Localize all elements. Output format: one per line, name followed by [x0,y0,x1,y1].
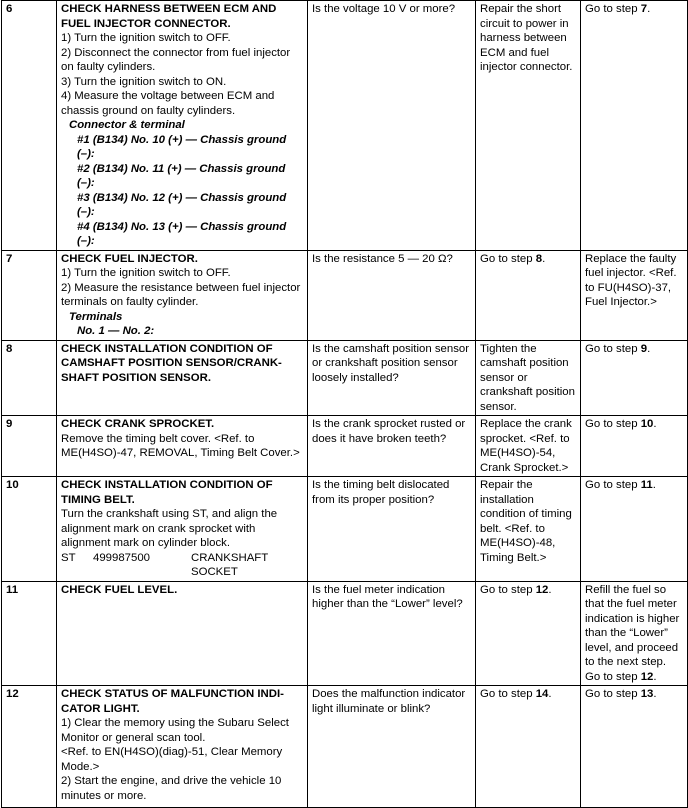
table-row [2,581,688,686]
yes-text: Go to step [480,583,536,596]
check-title: CAMSHAFT POSITION SENSOR/CRANK- [61,357,282,369]
yes-cell [476,250,581,340]
no-cell [581,1,688,251]
step-link: 13 [640,688,654,700]
check-cell [57,1,308,251]
step-number: 8 [2,340,57,416]
diagnostic-table [1,0,688,808]
check-instruction: 2) Measure the resistance between fuel injector terminals on faulty cylinder. [61,281,301,308]
step-number: 12 [2,686,57,808]
condition-cell: Does the malfunction indicator light illuminate or blink? [308,686,476,808]
no-cell [581,477,688,582]
table-row [2,1,688,251]
step-link: 8 [535,252,543,265]
yes-cell: Tighten the camshaft position sensor or crankshaft position sensor. [476,340,581,416]
check-title: SHAFT POSITION SENSOR. [61,371,211,384]
connector-terminal: #2 (B134) No. 11 (+) — Chassis ground (–): [77,162,286,189]
step-link: 9 [640,342,648,355]
check-cell [57,250,308,340]
connector-heading: Connector & terminal [69,119,185,131]
connector-terminal: #1 (B134) No. 10 (+) — Chassis ground (–): [77,133,287,160]
step-number: 11 [2,581,57,686]
condition-cell: Is the fuel meter indication higher than the “Lower” level? [308,581,476,686]
yes-suffix: . [548,583,552,596]
no-cell: Replace the faulty fuel injector. <Ref. to FU(H4SO)-37, Fuel Injector.> [581,250,688,340]
check-cell [57,581,308,686]
special-tool [61,551,304,580]
check-title: CHECK CRANK SPROCKET. [61,418,215,430]
check-title: TIMING BELT. [61,493,135,506]
check-instruction: 2) Start the engine, and drive the vehicle 10 minutes or more. [61,775,282,802]
condition-cell: Is the camshaft position sensor or crankshaft position sensor loosely installed? [308,340,476,416]
terminals-heading: Terminals [69,310,123,323]
check-title: CHECK INSTALLATION CONDITION OF [61,342,273,355]
check-title: CHECK STATUS OF MALFUNCTION INDI- [61,688,284,700]
check-cell [57,686,308,808]
check-title: CHECK FUEL INJECTOR. [61,252,198,265]
no-text: Go to step [585,688,641,700]
step-link: 11 [640,479,653,491]
step-link: 12 [640,670,654,683]
step-link: 12 [535,583,549,596]
no-suffix: . [653,418,657,430]
no-cell [581,686,688,808]
no-cell [581,581,688,686]
no-cell [581,340,688,416]
check-instruction: 1) Clear the memory using the Subaru Select Monitor or general scan tool. [61,717,289,744]
check-instruction: 2) Disconnect the connector from fuel injector on faulty cylinders. [61,46,291,73]
check-instruction: 4) Measure the voltage between ECM and chassis ground on faulty cylinders. [61,90,275,117]
table-row [2,416,688,477]
step-number: 10 [2,477,57,582]
yes-cell: Replace the crank sprocket. <Ref. to ME(H4SO)-54, Crank Sprocket.> [476,416,581,477]
yes-cell: Repair the short circuit to power in harness between ECM and fuel injector connector. [476,1,581,251]
check-instruction: Remove the timing belt cover. <Ref. to ME(H4SO)-47, REMOVAL, Timing Belt Cover.> [61,432,300,459]
check-title: FUEL INJECTOR CONNECTOR. [61,17,231,30]
no-text: Go to step [585,418,641,430]
connector-terminal: #4 (B134) No. 13 (+) — Chassis ground (–): [77,220,287,247]
connector-terminal: #3 (B134) No. 12 (+) — Chassis ground (–): [77,191,287,218]
no-text: Go to step [585,342,641,355]
step-number: 9 [2,416,57,477]
st-code: 499987500 [93,551,151,564]
check-instruction: 1) Turn the ignition switch to OFF. [61,267,231,279]
table-row [2,250,688,340]
no-cell [581,416,688,477]
check-instruction: <Ref. to EN(H4SO)(diag)-51, Clear Memory Mode.> [61,746,283,773]
condition-cell: Is the crank sprocket rusted or does it have broken teeth? [308,416,476,477]
step-number: 6 [2,1,57,251]
no-suffix: . [653,688,657,700]
no-suffix: . [652,479,656,491]
table-row [2,340,688,416]
check-instruction: 1) Turn the ignition switch to OFF. [61,32,231,44]
check-cell [57,477,308,582]
check-cell [57,340,308,416]
condition-cell: Is the timing belt dislocated from its proper position? [308,477,476,582]
no-suffix: . [653,670,657,683]
step-number: 7 [2,250,57,340]
step-link: 14 [535,688,549,700]
condition-cell: Is the voltage 10 V or more? [308,1,476,251]
yes-text: Go to step [480,252,536,265]
table-row [2,686,688,808]
check-title: CHECK FUEL LEVEL. [61,583,178,596]
st-name: CRANKSHAFT SOCKET [191,551,269,578]
yes-cell: Repair the installation condition of timing belt. <Ref. to ME(H4SO)-48, Timing Belt.> [476,477,581,582]
check-instruction: 3) Turn the ignition switch to ON. [61,75,227,88]
check-instruction: Turn the crankshaft using ST, and align the alignment mark on crank sprocket with alignment mark on cylinder block. [61,508,278,549]
yes-cell [476,581,581,686]
condition-cell: Is the resistance 5 — 20 Ω? [308,250,476,340]
check-title: CHECK HARNESS BETWEEN ECM AND [61,3,277,15]
yes-text: Go to step [480,688,536,700]
st-label: ST [61,551,76,564]
yes-suffix: . [542,252,546,265]
no-suffix: . [647,342,651,355]
terminal-pair: No. 1 — No. 2: [77,325,155,337]
check-title: CATOR LIGHT. [61,702,140,715]
check-cell [57,416,308,477]
check-title: CHECK INSTALLATION CONDITION OF [61,479,273,491]
no-text: Go to step [585,3,641,15]
step-link: 7 [640,3,648,15]
step-link: 10 [640,418,654,430]
no-text: Go to step [585,479,641,491]
no-suffix: . [647,3,651,15]
yes-suffix: . [548,688,552,700]
yes-cell [476,686,581,808]
no-text: Refill the fuel so that the fuel meter indication is higher than the “Lower” level, and proceed to the next step. Go to step [585,583,680,683]
table-row [2,477,688,582]
